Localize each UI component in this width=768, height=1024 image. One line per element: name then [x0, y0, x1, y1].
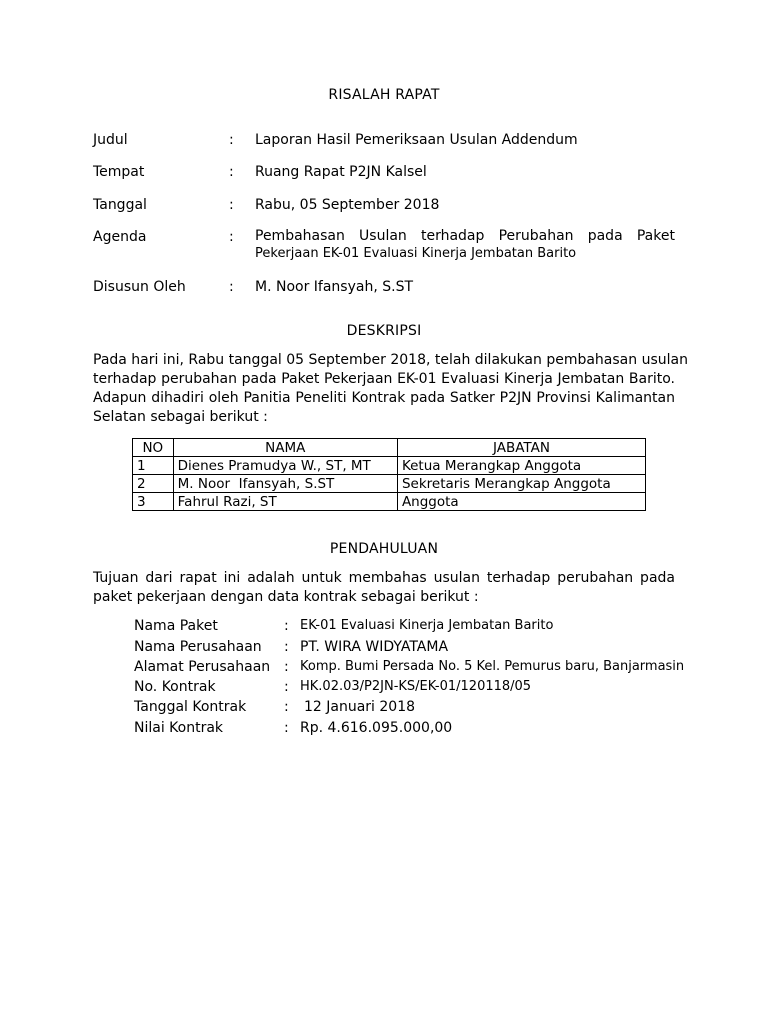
agenda-colon: :: [229, 229, 234, 245]
document-title: RISALAH RAPAT: [328, 87, 440, 103]
no-kontrak-value: HK.02.03/P2JN-KS/EK-01/120118/05: [300, 679, 532, 694]
cell-jabatan: Ketua Merangkap Anggota: [397, 457, 645, 475]
disusun-value: M. Noor Ifansyah, S.ST: [255, 279, 414, 295]
table-header-row: [133, 439, 646, 457]
judul-colon: :: [229, 132, 234, 148]
tanggal-kontrak-label: Tanggal Kontrak: [134, 699, 247, 715]
tanggal-label: Tanggal: [93, 197, 147, 213]
nilai-kontrak-colon: :: [284, 720, 289, 736]
nama-perusahaan-value: PT. WIRA WIDYATAMA: [300, 639, 449, 655]
no-kontrak-label: No. Kontrak: [134, 679, 216, 695]
judul-label: Judul: [93, 132, 128, 148]
nama-perusahaan-label: Nama Perusahaan: [134, 639, 262, 655]
paragraph-line: Adapun dihadiri oleh Panitia Peneliti Kontrak pada Satker P2JN Provinsi Kalimantan: [93, 390, 675, 406]
column-header-no: NO: [133, 439, 174, 457]
nama-paket-value: EK-01 Evaluasi Kinerja Jembatan Barito: [300, 618, 554, 633]
cell-no: 3: [133, 493, 174, 511]
agenda-value: [255, 228, 675, 262]
cell-jabatan: Sekretaris Merangkap Anggota: [397, 475, 645, 493]
no-kontrak-colon: :: [284, 679, 289, 695]
disusun-label: Disusun Oleh: [93, 279, 186, 295]
nama-perusahaan-colon: :: [284, 639, 289, 655]
pendahuluan-heading: PENDAHULUAN: [329, 541, 439, 557]
alamat-perusahaan-value: Komp. Bumi Persada No. 5 Kel. Pemurus baru, Banjarmasin: [300, 659, 685, 674]
judul-value: Laporan Hasil Pemeriksaan Usulan Addendum: [255, 132, 578, 148]
paragraph-line: Selatan sebagai berikut :: [93, 409, 268, 425]
tanggal-colon: :: [229, 197, 234, 213]
members-table: [132, 438, 646, 511]
agenda-word: Pembahasan: [255, 228, 345, 244]
cell-no: 2: [133, 475, 174, 493]
table-row: [133, 493, 646, 511]
agenda-word: pada: [587, 228, 623, 244]
agenda-word: Paket: [636, 228, 675, 244]
paragraph-line: terhadap perubahan pada Paket Pekerjaan EK-01 Evaluasi Kinerja Jembatan Barito.: [93, 371, 675, 387]
agenda-line-1: [255, 228, 675, 245]
disusun-colon: :: [229, 279, 234, 295]
cell-jabatan: Anggota: [397, 493, 645, 511]
cell-nama: M. Noor Ifansyah, S.ST: [173, 475, 397, 493]
paragraph-line: Pada hari ini, Rabu tanggal 05 September 2018, telah dilakukan pembahasan usulan: [93, 352, 688, 368]
table-row: [133, 457, 646, 475]
cell-no: 1: [133, 457, 174, 475]
tanggal-kontrak-colon: :: [284, 699, 289, 715]
deskripsi-paragraph: [93, 351, 688, 427]
nama-paket-label: Nama Paket: [134, 618, 218, 634]
agenda-word: Usulan: [359, 228, 407, 244]
pendahuluan-paragraph: [93, 569, 675, 607]
tanggal-kontrak-value: 12 Januari 2018: [304, 699, 416, 715]
deskripsi-heading: DESKRIPSI: [346, 323, 422, 339]
paragraph-line: paket pekerjaan dengan data kontrak sebagai berikut :: [93, 589, 479, 605]
tempat-label: Tempat: [93, 164, 145, 180]
nilai-kontrak-label: Nilai Kontrak: [134, 720, 224, 736]
column-header-nama: NAMA: [173, 439, 397, 457]
tempat-value: Ruang Rapat P2JN Kalsel: [255, 164, 427, 180]
agenda-word: Perubahan: [498, 228, 574, 244]
agenda-label: Agenda: [93, 229, 147, 245]
alamat-perusahaan-colon: :: [284, 659, 289, 675]
cell-nama: Dienes Pramudya W., ST, MT: [173, 457, 397, 475]
agenda-word: terhadap: [420, 228, 485, 244]
tanggal-value: Rabu, 05 September 2018: [255, 197, 440, 213]
table-row: [133, 475, 646, 493]
cell-nama: Fahrul Razi, ST: [173, 493, 397, 511]
nilai-kontrak-value: Rp. 4.616.095.000,00: [300, 720, 453, 736]
agenda-line-2: Pekerjaan EK-01 Evaluasi Kinerja Jembatan Barito: [255, 246, 577, 261]
tempat-colon: :: [229, 164, 234, 180]
column-header-jabatan: JABATAN: [397, 439, 645, 457]
paragraph-line: Tujuan dari rapat ini adalah untuk membahas usulan terhadap perubahan pada: [93, 570, 675, 586]
nama-paket-colon: :: [284, 618, 289, 634]
alamat-perusahaan-label: Alamat Perusahaan: [134, 659, 271, 675]
